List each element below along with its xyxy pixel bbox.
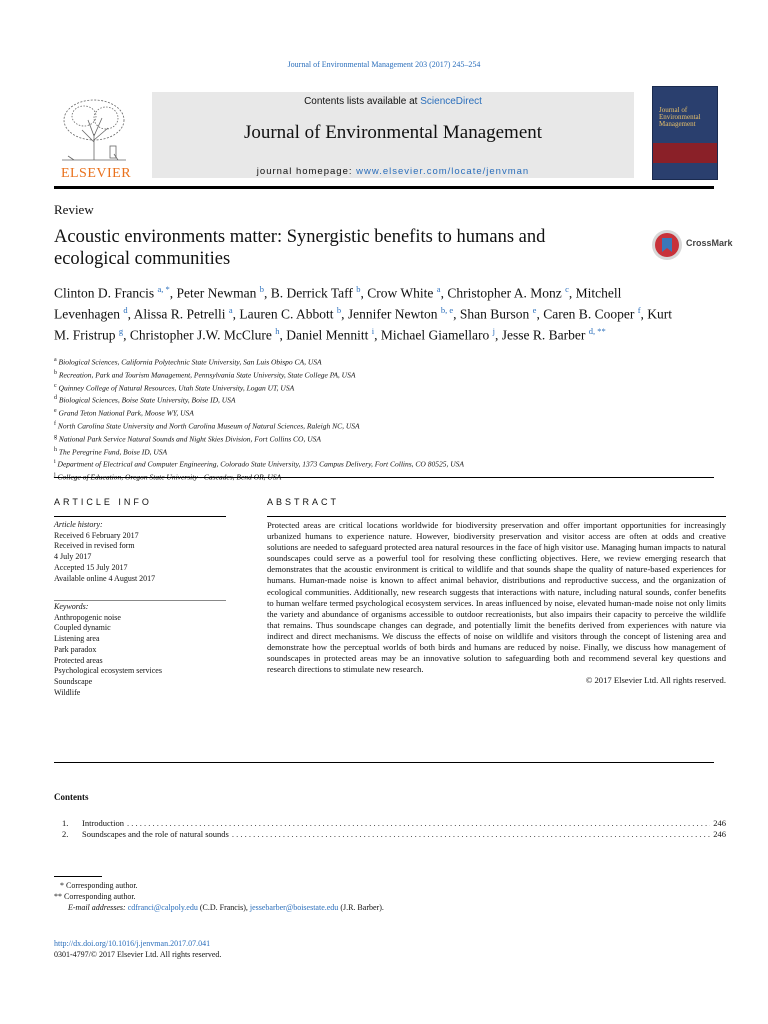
affiliation [54,355,694,368]
issn-line: 0301-4797/© 2017 Elsevier Ltd. All rights reserved. [54,950,222,959]
toc-number: 2. [62,829,69,839]
article-history [54,520,226,584]
abstract-text: Protected areas are critical locations worldwide for biodiversity preservation and offer important opportunities for increasingly urbanized humans to experience nature. However, biodiversity preservation and visitor access are often at odds and creative solutions are needed to safeguard protected area natural resources in the face of high visitor use. Managing human impacts to natural soundscapes could serve as a powerful tool for resolving these conflicting objectives. Here, we review emerging research that demonstrates that the acoustic environment is critical to wildlife and that sounds shape the quality of nature-based experiences for humans. Human-made noise is known to affect animal behavior, distributions and reproductive success, and the organization of ecological communities. Additionally, new research suggests that interactions with nature, including natural sounds, confer benefits to human welfare termed psychological ecosystem services. In areas influenced by noise, elevated human-made noise not only limits the variety and abundance of organisms accessible to outdoor recreationists, but also impairs their capacity to perceive the wildlife that remains. Thus soundscape changes can degrade, and potentially limit the benefits derived from experiences with nature via indirect and direct mechanisms. We discuss the effects of noise on wildlife and visitors through the concept of listening area and demonstrate how the perceptual worlds of both birds and humans are reduced by noise. Finally, we discuss how management of soundscapes in protected areas may be an innovative solution to safeguarding both and recommend several key questions and research directions to stimulate new research. [267,520,726,675]
corresponding-author-note: * Corresponding author. [60,881,138,890]
toc-item[interactable] [62,818,726,828]
author-name[interactable]: Christopher J.W. McClure [129,327,272,343]
email-label: E-mail addresses: [68,903,128,912]
author-name[interactable]: Mitchell Levenhagen [54,285,622,322]
elsevier-logo[interactable] [54,90,138,182]
author-name[interactable]: Alissa R. Petrelli [133,306,226,322]
journal-citation[interactable]: Journal of Environmental Management 203 (2017) 245–254 [287,60,481,69]
cover-title: Journal of Environmental Management [659,106,701,128]
journal-info-box [152,92,634,178]
author-affiliation-marker[interactable]: g [118,326,124,336]
affiliation-text: Biological Sciences, California Polytechnic State University, San Luis Obispo CA, USA [58,357,322,367]
author-affiliation-marker[interactable]: i [371,326,375,336]
affiliation-text: The Peregrine Fund, Boise ID, USA [58,447,168,457]
author-affiliation-marker[interactable]: b [336,305,342,315]
history-line: Available online 4 August 2017 [54,573,156,583]
author-affiliation-marker[interactable]: b [356,284,361,294]
affiliation-key: i [54,459,56,466]
journal-homepage-line [152,166,634,177]
affiliation [54,406,694,419]
email-owner: (J.R. Barber). [338,903,384,912]
author-name[interactable]: Clinton D. Francis [54,285,155,301]
author-name[interactable]: Michael Giamellaro [380,327,490,343]
author-name[interactable]: Peter Newman [176,285,257,301]
affiliation [54,419,694,432]
email-link[interactable]: jessebarber@boisestate.edu [249,903,339,912]
history-line: Received in revised form [54,541,135,551]
affiliation-text: Grand Teton National Park, Moose WY, USA [58,408,194,418]
author-affiliation-marker[interactable]: b, e [440,305,454,315]
affiliation [54,368,694,381]
article-info-rule [54,516,226,517]
keyword: Protected areas [54,655,103,665]
email-owner: (C.D. Francis), [197,903,250,912]
contents-rule [54,762,714,763]
abstract-rule [267,516,726,517]
author-affiliation-marker[interactable]: h [275,326,280,336]
affiliation-key: d [54,395,57,402]
history-line: Received 6 February 2017 [54,530,139,540]
abstract-heading: ABSTRACT [267,497,340,507]
author-name[interactable]: Daniel Mennitt [286,327,369,343]
author-list: Clinton D. Francis $^{a, *}$, Peter Newman $^b$, B. Derrick Taff $^b$, Crow White $^a$, Christopher A. Monz $^c$, Mitchell Levenhagen $^d$, Alissa R. Petrelli $^a$, Lauren C. Abbott $^b$, Jennifer Newton $^{b, e}$, Shan Burson $^e$, Caren B. Cooper $^f$, Kurt M. Fristrup $^g$, Christopher J.W. McClure $^h$, Daniel Mennitt $^i$, Michael Giamellaro $^j$, Jesse R. Barber $^{d, **}$ [54,284,673,343]
affiliation-text: Recreation, Park and Tourism Management, Pennsylvania State University, State College PA, USA [58,370,356,380]
affiliation-key: e [54,408,57,415]
copyright-line: © 2017 Elsevier Ltd. All rights reserved. [585,675,726,686]
affiliation-key: j [54,472,56,479]
contents-heading: Contents [54,792,89,802]
affiliation [54,457,694,470]
affiliation-text: Quinney College of Natural Resources, Utah State University, Logan UT, USA [58,383,295,393]
author-affiliation-marker[interactable]: a [436,284,441,294]
article-type: Review [54,202,94,217]
affiliation-key: b [54,369,57,376]
cover-band [653,143,717,163]
journal-banner [54,90,714,182]
affiliation-list [54,355,694,483]
article-title: Acoustic environments matter: Synergistic benefits to humans and ecological communities [54,227,546,269]
journal-cover-thumbnail[interactable] [652,86,718,180]
elsevier-wordmark: ELSEVIER [60,166,132,181]
contents-available-line [152,96,634,107]
toc-page: 246 [713,829,726,839]
keywords-rule [54,600,226,601]
keyword: Listening area [54,634,100,644]
toc-page: 246 [713,818,726,828]
affiliation-text: Biological Sciences, Boise State University, Boise ID, USA [58,395,236,405]
crossmark-label: CrossMark [686,238,733,248]
author-name[interactable]: Kurt M. Fristrup [54,306,673,343]
keyword: Psychological ecosystem services [54,666,162,676]
author-affiliation-marker[interactable]: j [492,326,495,336]
author-affiliation-marker[interactable]: a [228,305,233,315]
toc-leader [232,829,710,839]
affiliation-key: h [54,446,57,453]
author-name[interactable]: Jennifer Newton [347,306,438,322]
affiliation-text: North Carolina State University and North Carolina Museum of Natural Sciences, Raleigh NC, USA [57,421,360,431]
keyword: Wildlife [54,687,81,697]
author-name[interactable]: Christopher A. Monz [447,285,562,301]
keyword: Coupled dynamic [54,623,111,633]
crossmark-icon [650,228,684,262]
affiliation [54,381,694,394]
header-rule [54,186,714,189]
affiliation [54,445,694,458]
affiliation-key: g [54,433,57,440]
keywords-list [54,602,226,698]
footnote-rule [54,876,102,877]
contents-prefix: Contents lists available at [304,96,421,107]
author-affiliation-marker[interactable]: a, * [157,284,170,294]
toc-leader [127,818,710,828]
affiliation-key: c [54,382,57,389]
toc-number: 1. [62,818,69,828]
author-name[interactable]: Lauren C. Abbott [239,306,334,322]
toc-title[interactable]: Soundscapes and the role of natural sounds [82,829,229,839]
corresponding-author-note: ** Corresponding author. [54,892,136,901]
affiliation-key: a [54,357,57,363]
article-info-heading: ARTICLE INFO [54,497,152,507]
affiliation-text: National Park Service Natural Sounds and Night Skies Division, Fort Collins CO, USA [58,434,321,444]
keyword: Park paradox [54,644,97,654]
affiliation-text: Department of Electrical and Computer Engineering, Colorado State University, 1373 Campus Delivery, Fort Collins, CO 80525, USA [57,459,464,469]
author-name[interactable]: B. Derrick Taff [270,285,353,301]
sciencedirect-link[interactable]: ScienceDirect [420,96,482,107]
author-name[interactable]: Caren B. Cooper [543,306,635,322]
author-name[interactable]: Crow White [367,285,434,301]
author-affiliation-marker[interactable]: d, ** [588,326,606,336]
author-affiliation-marker[interactable]: e [532,305,537,315]
affiliation [54,393,694,406]
history-line: 4 July 2017 [54,552,92,562]
footnotes [54,880,394,913]
email-link[interactable]: cdfranci@calpoly.edu [127,903,198,912]
keyword: Soundscape [54,676,93,686]
abstract-body [267,520,726,686]
toc-title[interactable]: Introduction [82,818,125,828]
homepage-link[interactable]: www.elsevier.com/locate/jenvman [356,166,530,177]
keyword: Anthropogenic noise [54,612,121,622]
author-affiliation-marker[interactable]: c [565,284,569,294]
homepage-prefix: journal homepage: [256,166,357,177]
author-affiliation-marker[interactable]: b [259,284,265,294]
crossmark-button[interactable] [650,228,733,262]
doi-link[interactable]: http://dx.doi.org/10.1016/j.jenvman.2017.07.041 [54,939,211,948]
author-affiliation-marker[interactable]: d [123,305,128,315]
affiliation [54,432,694,445]
keywords-label: Keywords: [54,602,89,611]
email-line [54,902,394,913]
section-rule [54,477,714,478]
history-line: Accepted 15 July 2017 [54,562,128,572]
journal-name: Journal of Environmental Management [243,122,543,143]
affiliation-key: f [54,420,56,427]
author-affiliation-marker[interactable]: f [637,305,641,315]
author-name[interactable]: Jesse R. Barber [501,327,586,343]
history-label: Article history: [54,520,103,529]
toc-item[interactable] [62,829,726,839]
doi-block [54,938,221,960]
author-name[interactable]: Shan Burson [459,306,530,322]
